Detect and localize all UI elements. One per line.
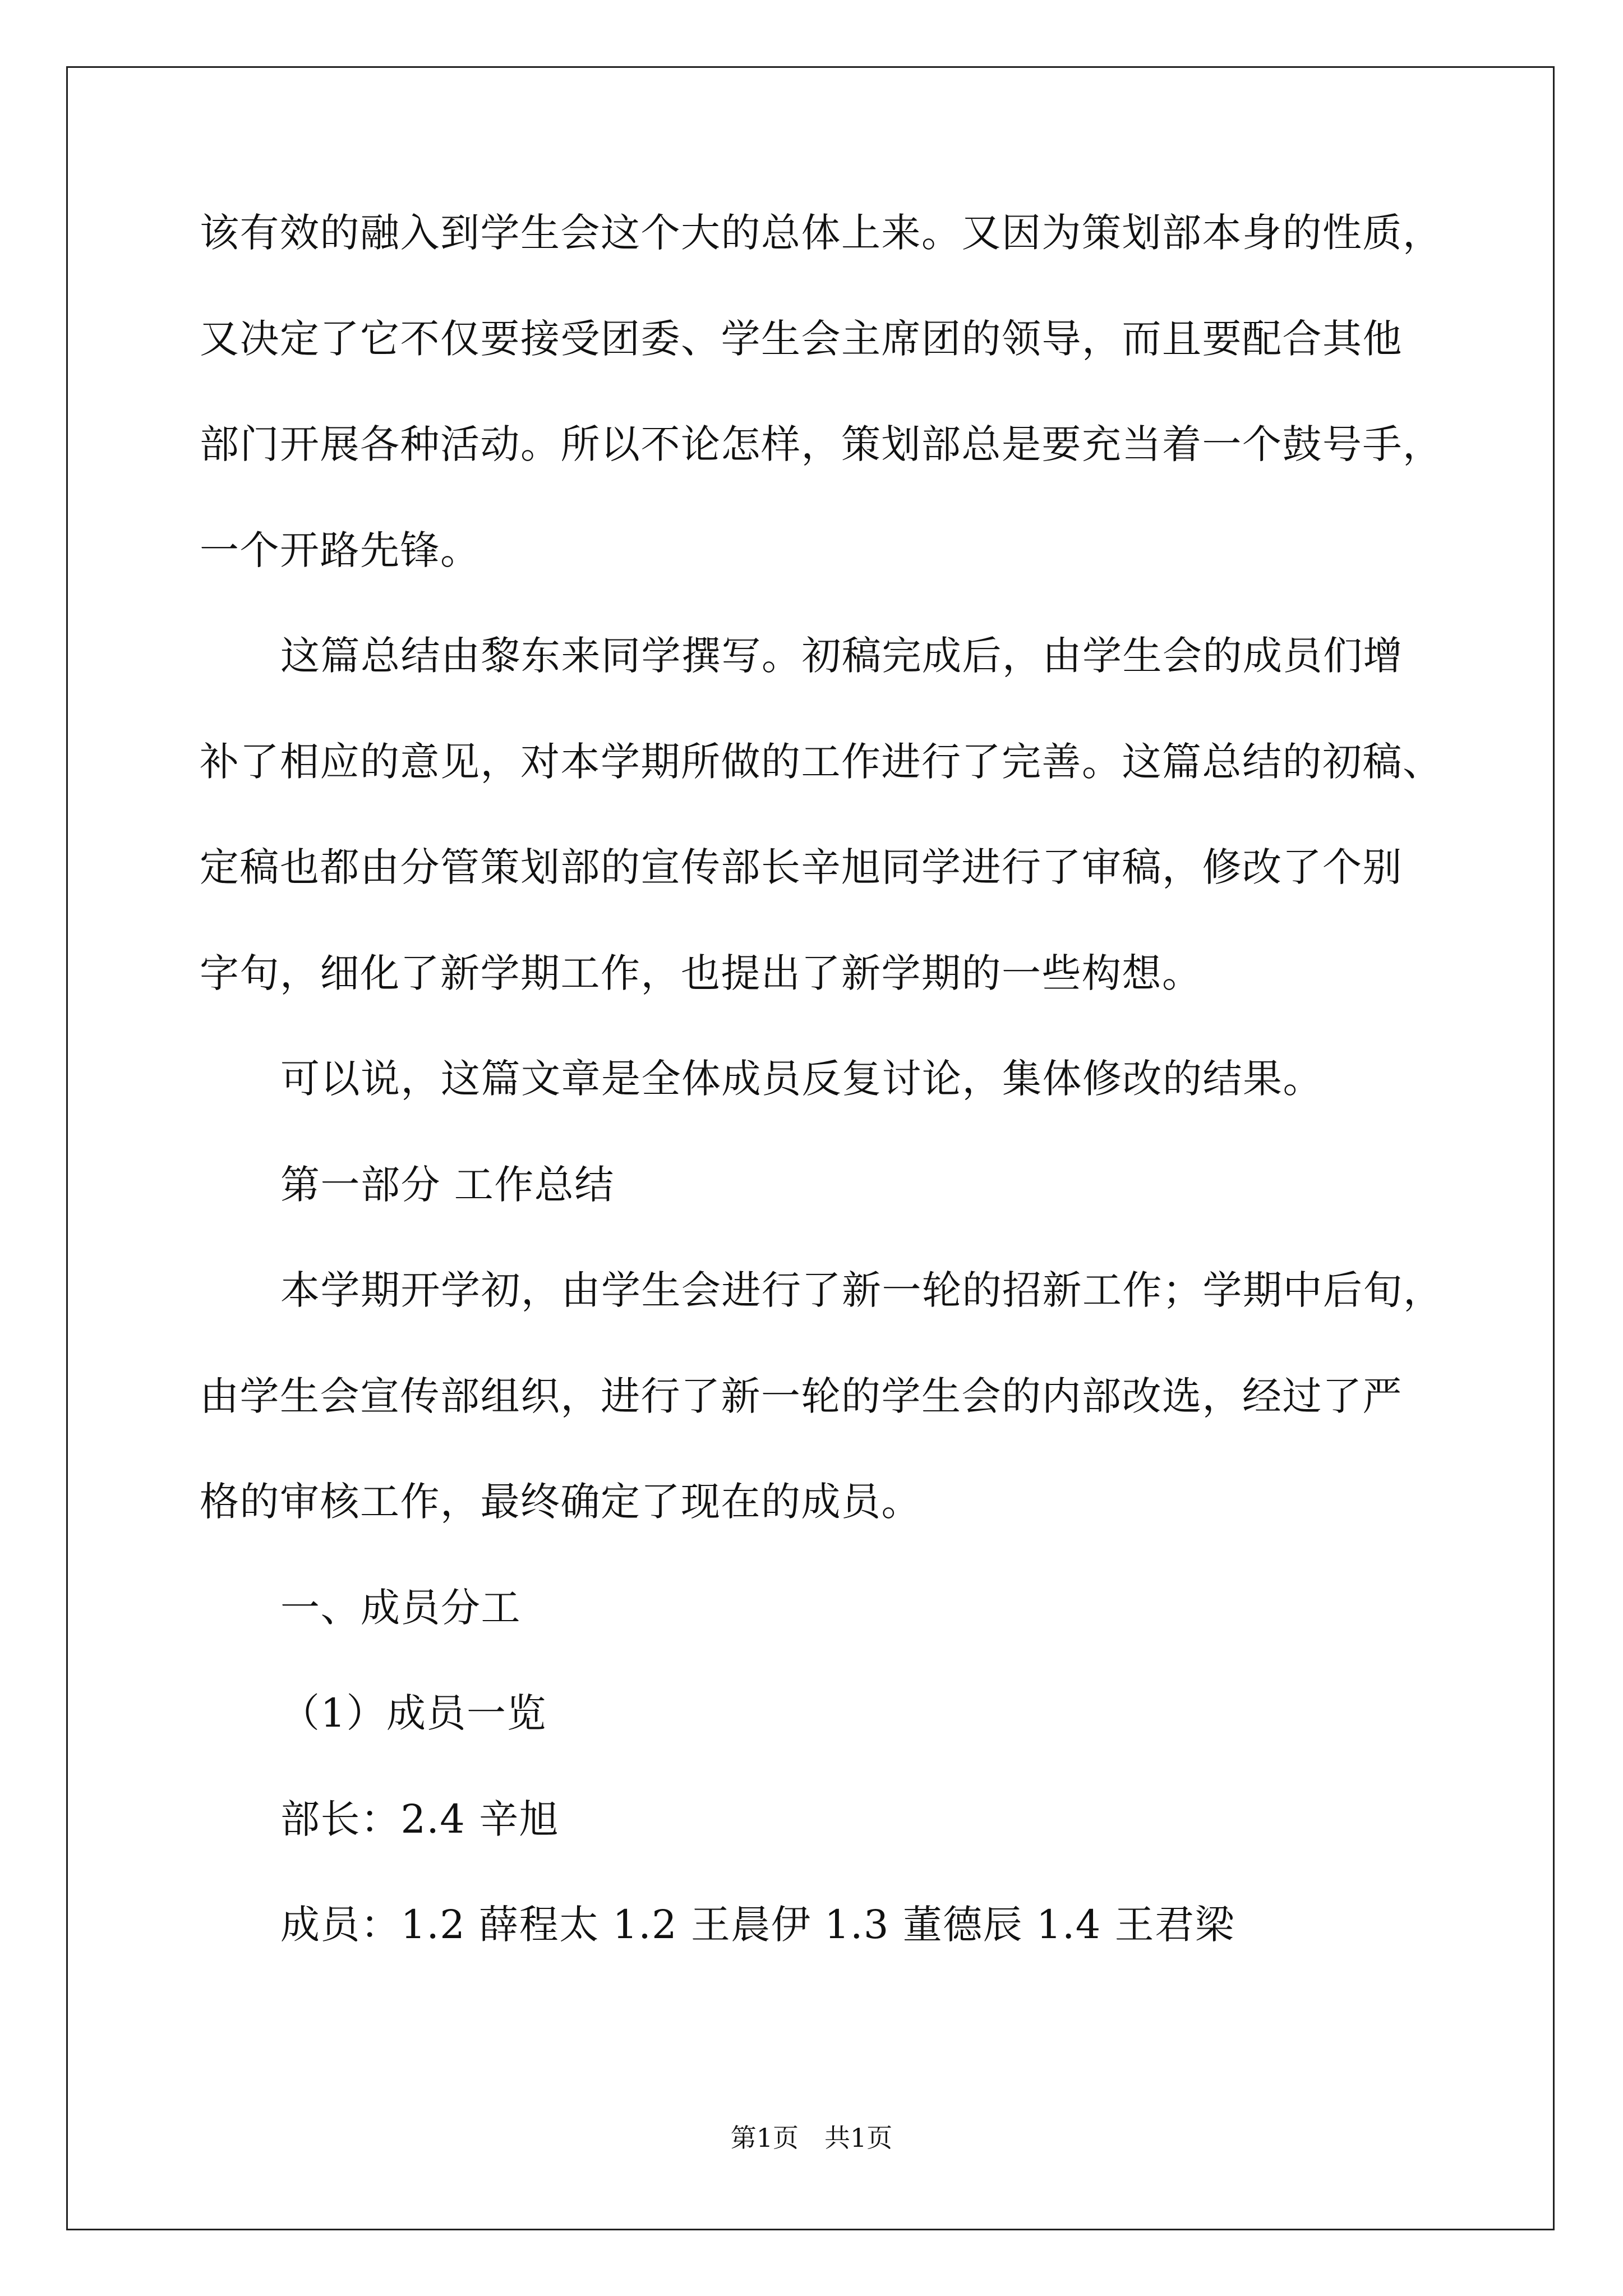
page-number-current: 第1页 [730,2123,799,2153]
section-heading: 第一部分 工作总结 [280,1161,615,1208]
page-number-total: 共1页 [824,2123,893,2153]
paragraph-line: 补了相应的意见，对本学期所做的工作进行了完善。这篇总结的初稿、 [200,738,1443,785]
subsection-heading: （1）成员一览 [280,1690,547,1736]
paragraph-line: 这篇总结由黎东来同学撰写。初稿完成后，由学生会的成员们增 [280,633,1403,679]
paragraph-line: 一个开路先锋。 [200,527,481,573]
paragraph-line: 可以说，这篇文章是全体成员反复讨论，集体修改的结果。 [280,1056,1323,1102]
paragraph-line: 格的审核工作，最终确定了现在的成员。 [200,1479,921,1525]
paragraph-line: 本学期开学初，由学生会进行了新一轮的招新工作；学期中后旬， [280,1267,1444,1313]
paragraph-line: 部长：2.4 辛旭 [280,1796,560,1842]
document-body [200,210,1495,2011]
paragraph-line: 该有效的融入到学生会这个大的总体上来。又因为策划部本身的性质， [200,210,1443,256]
paragraph-line: 由学生会宣传部组织，进行了新一轮的学生会的内部改选，经过了严 [200,1373,1403,1419]
page-footer [0,2124,1623,2152]
paragraph-line: 字句，细化了新学期工作，也提出了新学期的一些构想。 [200,950,1202,996]
paragraph-line: 成员：1.2 薛程太 1.2 王晨伊 1.3 董德辰 1.4 王君梁 [280,1902,1235,1948]
subsection-heading: 一、成员分工 [280,1584,521,1631]
paragraph-line: 定稿也都由分管策划部的宣传部长辛旭同学进行了审稿，修改了个别 [200,844,1403,890]
paragraph-line: 部门开展各种活动。所以不论怎样，策划部总是要充当着一个鼓号手， [200,421,1443,467]
paragraph-line: 又决定了它不仅要接受团委、学生会主席团的领导，而且要配合其他 [200,315,1403,362]
